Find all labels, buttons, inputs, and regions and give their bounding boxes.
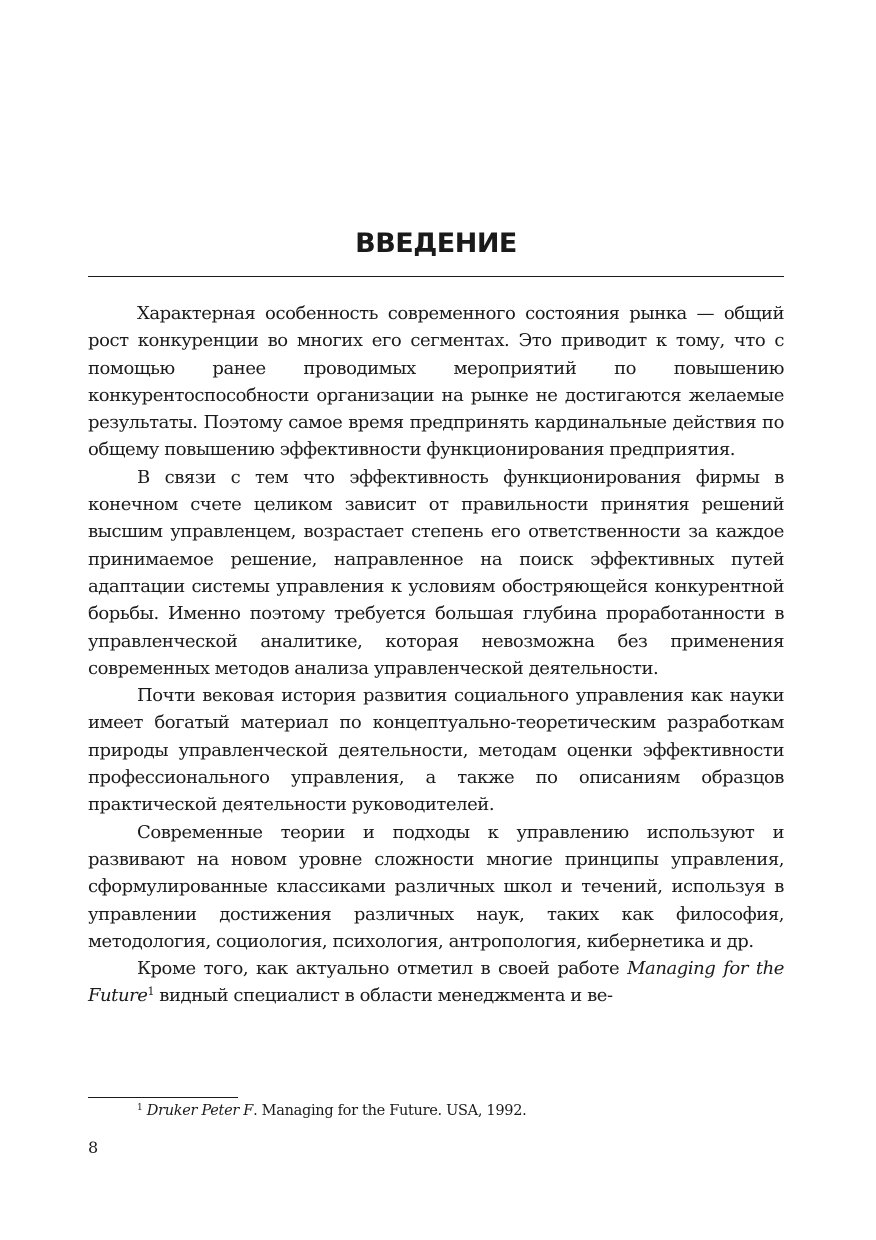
heading-rule — [88, 276, 784, 277]
paragraph: Характерная особенность современного состояния рынка — общий рост конкуренции во многих его сегментах. Это приводит к тому, что с помощью ранее проводимых мероприятий по повышению конкурентоспособности организации на рынке не достигаются желаемые результаты. Поэтому самое время предпринять кардинальные действия по общему повышению эффективности функционирования предприятия. — [88, 303, 784, 461]
footnote-marker: 1 — [137, 1103, 143, 1113]
body-text — [88, 300, 784, 1010]
page-number: 8 — [88, 1138, 99, 1157]
footnote — [137, 1103, 526, 1119]
work-title: Managing for the Future — [88, 958, 784, 1007]
chapter-heading: ВВЕДЕНИЕ — [355, 228, 517, 259]
paragraph-text: видный специалист в области менеджмента и ве- — [154, 985, 613, 1007]
footnote-ref: 1 — [147, 985, 155, 999]
footnote-rule — [88, 1097, 238, 1098]
footnote-author: Druker Peter F — [146, 1103, 254, 1119]
paragraph-last — [88, 955, 784, 1010]
paragraph: В связи с тем что эффективность функционирования фирмы в конечном счете целиком зависит от правильности принятия решений высшим управленцем, возрастает степень его ответственности за каждое принимаемое решение, направленное на поиск эффективных путей адаптации системы управления к условиям обостряющейся конкурентной борьбы. Именно поэтому требуется большая глубина проработанности в управленческой аналитике, которая невозможна без применения современных методов анализа управленческой деятельности. — [88, 466, 784, 679]
paragraph-text: Кроме того, как актуально отметил в своей работе — [137, 958, 628, 980]
paragraph: Современные теории и подходы к управлению используют и развивают на новом уровне сложности многие принципы управления, сформулированные классиками различных школ и течений, используя в управлении достижения различных наук, таких как философия, методология, социология, психология, антропология, кибернетика и др. — [88, 821, 784, 952]
paragraph: Почти вековая история развития социального управления как науки имеет богатый материал по концептуально-теоретическим разработкам природы управленческой деятельности, методам оценки эффективности профессионального управления, а также по описаниям образцов практической деятельности руководителей. — [88, 685, 784, 816]
footnote-text: . Managing for the Future. USA, 1992. — [253, 1103, 527, 1119]
